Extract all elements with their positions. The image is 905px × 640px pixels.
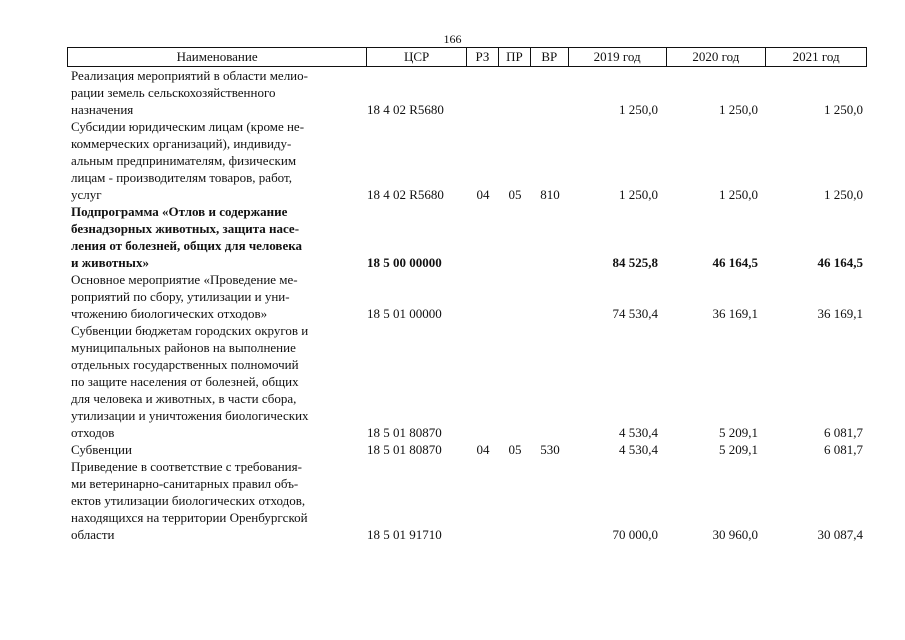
cell-2021: 30 087,4 xyxy=(817,527,863,542)
cell-2020: 1 250,0 xyxy=(719,102,758,117)
row-name-line: отдельных государственных полномочий xyxy=(71,357,299,372)
row-name-line: отходов xyxy=(71,425,115,440)
table-row xyxy=(67,458,867,543)
cell-2019: 70 000,0 xyxy=(612,527,658,542)
column-header-name: Наименование xyxy=(68,48,367,66)
cell-2019: 4 530,4 xyxy=(619,425,658,440)
cell-vr: 810 xyxy=(540,187,560,202)
row-name-line: Приведение в соответствие с требования- xyxy=(71,459,302,474)
table-row xyxy=(67,322,867,441)
cell-2020: 1 250,0 xyxy=(719,187,758,202)
cell-2020: 5 209,1 xyxy=(719,425,758,440)
row-name-line: услуг xyxy=(71,187,102,202)
column-header-vr: ВР xyxy=(531,48,569,66)
column-header-pr: ПР xyxy=(499,48,531,66)
row-name-line: роприятий по сбору, утилизации и уни- xyxy=(71,289,290,304)
row-name-line: муниципальных районов на выполнение xyxy=(71,340,296,355)
page-number: 166 xyxy=(443,32,462,46)
row-name-line: безнадзорных животных, защита насе- xyxy=(71,221,300,236)
row-name-line: лицам - производителям товаров, работ, xyxy=(71,170,292,185)
row-name-line: Подпрограмма «Отлов и содержание xyxy=(71,204,288,219)
table-body xyxy=(67,67,867,543)
row-name xyxy=(67,458,352,543)
cell-rz: 04 xyxy=(476,187,490,202)
cell-2021: 6 081,7 xyxy=(824,442,863,457)
row-name-line: назначения xyxy=(71,102,134,117)
row-name-line: чтожению биологических отходов» xyxy=(71,306,268,321)
cell-2019: 84 525,8 xyxy=(612,255,658,270)
cell-csr: 18 5 01 00000 xyxy=(367,306,442,321)
cell-2021: 6 081,7 xyxy=(824,425,863,440)
table-row xyxy=(67,271,867,322)
column-header-2019: 2019 год xyxy=(569,48,667,66)
cell-2019: 74 530,4 xyxy=(612,306,658,321)
table-header xyxy=(67,47,867,67)
cell-2020: 30 960,0 xyxy=(712,527,758,542)
cell-csr: 18 5 01 91710 xyxy=(367,527,442,542)
column-header-csr: ЦСР xyxy=(367,48,467,66)
row-name-line: Субсидии юридическим лицам (кроме не- xyxy=(71,119,305,134)
row-name-line: Субвенции xyxy=(71,442,132,457)
row-name-line: утилизации и уничтожения биологических xyxy=(71,408,309,423)
row-name-line: ми ветеринарно-санитарных правил объ- xyxy=(71,476,299,491)
row-name-line: рации земель сельскохозяйственного xyxy=(71,85,276,100)
table-row xyxy=(67,118,867,203)
column-header-2021: 2021 год xyxy=(792,49,840,64)
cell-csr: 18 5 01 80870 xyxy=(367,425,442,440)
column-header-2020: 2020 год xyxy=(667,48,767,66)
cell-2019: 1 250,0 xyxy=(619,102,658,117)
cell-2019: 4 530,4 xyxy=(619,442,658,457)
cell-2021: 36 169,1 xyxy=(817,306,863,321)
row-name-line: ления от болезней, общих для человека xyxy=(71,238,303,253)
table-row xyxy=(67,203,867,271)
cell-vr: 530 xyxy=(540,442,560,457)
row-name-line: Реализация мероприятий в области мелио- xyxy=(71,68,308,83)
cell-csr: 18 5 01 80870 xyxy=(367,442,442,457)
cell-pr: 05 xyxy=(508,187,522,202)
cell-csr: 18 5 00 00000 xyxy=(367,255,442,270)
row-name xyxy=(67,203,352,271)
cell-2021: 46 164,5 xyxy=(817,255,863,270)
cell-2019: 1 250,0 xyxy=(619,187,658,202)
row-name-line: Основное мероприятие «Проведение ме- xyxy=(71,272,298,287)
column-header-rz: РЗ xyxy=(467,48,499,66)
table-row xyxy=(67,441,867,458)
row-name-line: области xyxy=(71,527,115,542)
row-name xyxy=(67,67,352,118)
cell-2021: 1 250,0 xyxy=(824,102,863,117)
cell-csr: 18 4 02 R5680 xyxy=(367,102,444,117)
row-name-line: ектов утилизации биологических отходов, xyxy=(71,493,306,508)
row-name xyxy=(67,271,352,322)
row-name-line: коммерческих организаций), индивиду- xyxy=(71,136,292,151)
row-name-line: и животных» xyxy=(71,255,149,270)
row-name-line: альным предпринимателям, физическим xyxy=(71,153,297,168)
row-name xyxy=(67,441,352,458)
row-name-line: по защите населения от болезней, общих xyxy=(71,374,299,389)
row-name-line: Субвенции бюджетам городских округов и xyxy=(71,323,309,338)
cell-csr: 18 4 02 R5680 xyxy=(367,187,444,202)
row-name xyxy=(67,322,352,441)
row-name xyxy=(67,118,352,203)
cell-2021: 1 250,0 xyxy=(824,187,863,202)
cell-rz: 04 xyxy=(476,442,490,457)
cell-2020: 46 164,5 xyxy=(712,255,758,270)
row-name-line: для человека и животных, в части сбора, xyxy=(71,391,297,406)
table-row xyxy=(67,67,867,118)
cell-pr: 05 xyxy=(508,442,522,457)
cell-2020: 36 169,1 xyxy=(712,306,758,321)
row-name-line: находящихся на территории Оренбургской xyxy=(71,510,308,525)
cell-2020: 5 209,1 xyxy=(719,442,758,457)
